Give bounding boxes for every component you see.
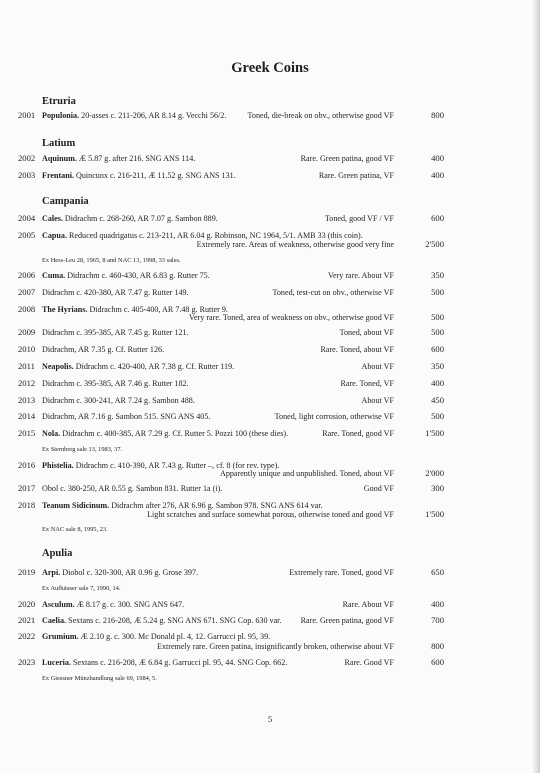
lot-mint-name: Arpi. <box>42 568 61 577</box>
lot-description <box>42 362 397 371</box>
lot-condition: Toned, good VF / VF <box>324 214 394 223</box>
lot-description-text: Didrachm c. 395-385, AR 7.46 g. Rutter 182. <box>42 379 189 388</box>
lot-provenance-note: Ex NAC sale 8, 1995, 23. <box>42 526 108 533</box>
lot-description-text: Diobol c. 320-300, AR 0.96 g. Grose 397. <box>60 568 199 577</box>
lot-estimate: 400 <box>431 599 444 609</box>
lot-estimate: 2'000 <box>425 468 444 478</box>
lot-condition: About VF <box>361 362 394 371</box>
lot-number: 2005 <box>18 230 36 240</box>
lot-number: 2002 <box>18 153 36 163</box>
lot-description-text: Didrachm c. 400-385, AR 7.29 g. Cf. Rutter 5. Pozzi 100 (these dies). <box>60 429 289 438</box>
lot-number: 2007 <box>18 287 36 297</box>
page-number: 5 <box>267 714 273 724</box>
lot-estimate: 450 <box>431 395 444 405</box>
lot-condition: Toned, test-cut on obv., otherwise VF <box>272 288 394 297</box>
lot-mint-name: Asculum. <box>42 600 75 609</box>
lot-mint-name: Teanum Sidicinum. <box>42 501 110 510</box>
lot-provenance-note: Ex Aufhäuser sale 7, 1990, 14. <box>42 585 121 592</box>
lot-estimate: 400 <box>431 170 444 180</box>
lot-estimate: 500 <box>431 312 444 322</box>
lot-estimate: 800 <box>431 641 444 651</box>
lot-number: 2004 <box>18 213 36 223</box>
section-heading-apulia: Apulia <box>42 548 73 559</box>
lot-condition: Light scratches and surface somewhat porous, otherwise toned and good VF <box>147 510 394 519</box>
lot-number: 2020 <box>18 599 36 609</box>
lot-provenance-note: Ex Hess-Leu 28, 1965, 8 and NAC 13, 1998, 33 sales. <box>42 257 181 264</box>
lot-mint-name: Cales. <box>42 214 63 223</box>
lot-estimate: 700 <box>431 615 444 625</box>
lot-estimate: 350 <box>431 361 444 371</box>
lot-number: 2003 <box>18 170 36 180</box>
lot-description-text: Didrachm c. 300-241, AR 7.24 g. Sambon 488. <box>42 396 195 405</box>
lot-description-text: Didrachm c. 395-385, AR 7.45 g. Rutter 121. <box>42 328 189 337</box>
lot-description-text: Didrachm c. 420-380, AR 7.47 g. Rutter 149. <box>42 288 189 297</box>
lot-mint-name: Nola. <box>42 429 61 438</box>
section-heading-etruria: Etruria <box>42 96 76 107</box>
lot-condition: Rare. Good VF <box>344 658 394 667</box>
lot-number: 2012 <box>18 378 36 388</box>
lot-number: 2016 <box>18 460 36 470</box>
lot-condition: Rare. Toned, VF <box>340 379 394 388</box>
lot-estimate: 1'500 <box>425 509 444 519</box>
lot-number: 2023 <box>18 657 36 667</box>
lot-mint-name: The Hyrians. <box>42 305 88 314</box>
lot-number: 2014 <box>18 411 36 421</box>
lot-condition: Extremely rare. Toned, good VF <box>289 568 394 577</box>
lot-description-text: Æ 8.17 g. c. 300. SNG ANS 647. <box>74 600 185 609</box>
lot-condition: Toned, die-break on obv., otherwise good VF <box>247 111 394 120</box>
page-title: Greek Coins <box>231 60 309 76</box>
lot-description-text: Didrachm, AR 7.35 g. Cf. Rutter 126. <box>42 345 165 354</box>
lot-estimate: 650 <box>431 567 444 577</box>
lot-estimate: 500 <box>431 327 444 337</box>
lot-estimate: 400 <box>431 153 444 163</box>
lot-description-text: Didrachm c. 420-400, AR 7.38 g. Cf. Rutter 119. <box>73 362 235 371</box>
lot-estimate: 400 <box>431 378 444 388</box>
lot-description-text: Didrachm c. 410-390, AR 7.43 g. Rutter –, cf. 8 (for rev. type). <box>73 461 280 470</box>
lot-number: 2008 <box>18 304 36 314</box>
lot-condition: Rare. Green patina, VF <box>318 171 394 180</box>
lot-condition: Toned, about VF <box>339 328 394 337</box>
lot-number: 2019 <box>18 567 36 577</box>
lot-provenance-note: Ex Giessner Münzhandlung sale 69, 1984, 5. <box>42 675 157 682</box>
lot-number: 2015 <box>18 428 36 438</box>
lot-description-text: Sextans c. 216-208, Æ 5.24 g. SNG ANS 671. SNG Cop. 630 var. <box>66 616 282 625</box>
lot-description-text: Æ 5.87 g. after 216. SNG ANS 114. <box>76 154 196 163</box>
lot-number: 2001 <box>18 110 36 120</box>
lot-mint-name: Luceria. <box>42 658 71 667</box>
lot-mint-name: Populonia. <box>42 111 80 120</box>
lot-description-text: Obol c. 380-250, AR 0.55 g. Sambon 831. Rutter 1a (i). <box>42 484 223 493</box>
lot-estimate: 500 <box>431 411 444 421</box>
lot-description-text: 20-asses c. 211-206, AR 8.14 g. Vecchi 56/2. <box>79 111 227 120</box>
page-edge-shadow <box>532 0 540 773</box>
lot-mint-name: Grumium. <box>42 632 79 641</box>
lot-description <box>42 231 397 240</box>
lot-condition: Good VF <box>363 484 394 493</box>
lot-number: 2009 <box>18 327 36 337</box>
lot-estimate: 600 <box>431 213 444 223</box>
section-heading-campania: Campania <box>42 196 89 207</box>
lot-estimate: 600 <box>431 344 444 354</box>
lot-condition: Toned, light corrosion, otherwise VF <box>274 412 394 421</box>
lot-mint-name: Aquinum. <box>42 154 77 163</box>
lot-number: 2013 <box>18 395 36 405</box>
lot-mint-name: Caelia. <box>42 616 67 625</box>
lot-number: 2006 <box>18 270 36 280</box>
lot-estimate: 350 <box>431 270 444 280</box>
lot-number: 2022 <box>18 631 36 641</box>
lot-provenance-note: Ex Sternberg sale 13, 1983, 37. <box>42 446 123 453</box>
lot-estimate: 1'500 <box>425 428 444 438</box>
lot-estimate: 600 <box>431 657 444 667</box>
lot-number: 2017 <box>18 483 36 493</box>
lot-mint-name: Frentani. <box>42 171 74 180</box>
lot-description-text: Quincunx c. 216-211, Æ 11.52 g. SNG ANS 131. <box>74 171 236 180</box>
lot-description-text: Didrachm c. 268-260, AR 7.07 g. Sambon 889. <box>62 214 218 223</box>
lot-description <box>42 396 397 405</box>
lot-number: 2018 <box>18 500 36 510</box>
lot-description-text: Didrachm c. 405-400, AR 7.48 g. Rutter 9. <box>87 305 228 314</box>
lot-mint-name: Neapolis. <box>42 362 74 371</box>
lot-description-text: Didrachm after 276, AR 6.96 g. Sambon 978. SNG ANS 614 var. <box>109 501 323 510</box>
lot-estimate: 800 <box>431 110 444 120</box>
lot-estimate: 500 <box>431 287 444 297</box>
lot-description <box>42 484 397 493</box>
lot-condition: Extremely rare. Green patina, insignificantly broken, otherwise about VF <box>157 642 394 651</box>
lot-condition: Very rare. About VF <box>328 271 394 280</box>
lot-condition: Apparently unique and unpublished. Toned, about VF <box>219 469 394 478</box>
lot-description <box>42 501 397 510</box>
lot-description-text: Sextans c. 216-208, Æ 6.84 g. Garrucci pl. 95, 44. SNG Cop. 662. <box>71 658 288 667</box>
lot-description <box>42 632 397 641</box>
lot-mint-name: Phistelia. <box>42 461 74 470</box>
lot-estimate: 2'500 <box>425 239 444 249</box>
lot-condition: Rare. Green patina, good VF <box>300 154 394 163</box>
lot-description-text: Æ 2.10 g. c. 300. Mc Donald pl. 4, 12. Garrucci pl. 95, 39. <box>78 632 271 641</box>
lot-number: 2021 <box>18 615 36 625</box>
lot-estimate: 300 <box>431 483 444 493</box>
lot-mint-name: Cuma. <box>42 271 66 280</box>
lot-description-text: Reduced quadrigatus c. 213-211, AR 6.04 g. Robinson, NC 1964, 5/1. AMB 33 (this coin). <box>66 231 363 240</box>
lot-condition: Rare. Toned, about VF <box>320 345 394 354</box>
section-heading-latium: Latium <box>42 138 76 149</box>
lot-condition: Rare. Green patina, good VF <box>300 616 394 625</box>
lot-number: 2010 <box>18 344 36 354</box>
lot-condition: Rare. About VF <box>342 600 394 609</box>
lot-condition: Very rare. Toned, area of weakness on obv., otherwise good VF <box>189 313 394 322</box>
lot-condition: About VF <box>361 396 394 405</box>
lot-number: 2011 <box>18 361 35 371</box>
lot-description-text: Didrachm c. 460-430, AR 6.83 g. Rutter 75. <box>65 271 210 280</box>
lot-condition: Extremely rare. Areas of weakness, otherwise good very fine <box>196 240 394 249</box>
lot-condition: Rare. Toned, good VF <box>322 429 394 438</box>
lot-mint-name: Capua. <box>42 231 67 240</box>
lot-description-text: Didrachm, AR 7.16 g. Sambon 515. SNG ANS 405. <box>42 412 211 421</box>
